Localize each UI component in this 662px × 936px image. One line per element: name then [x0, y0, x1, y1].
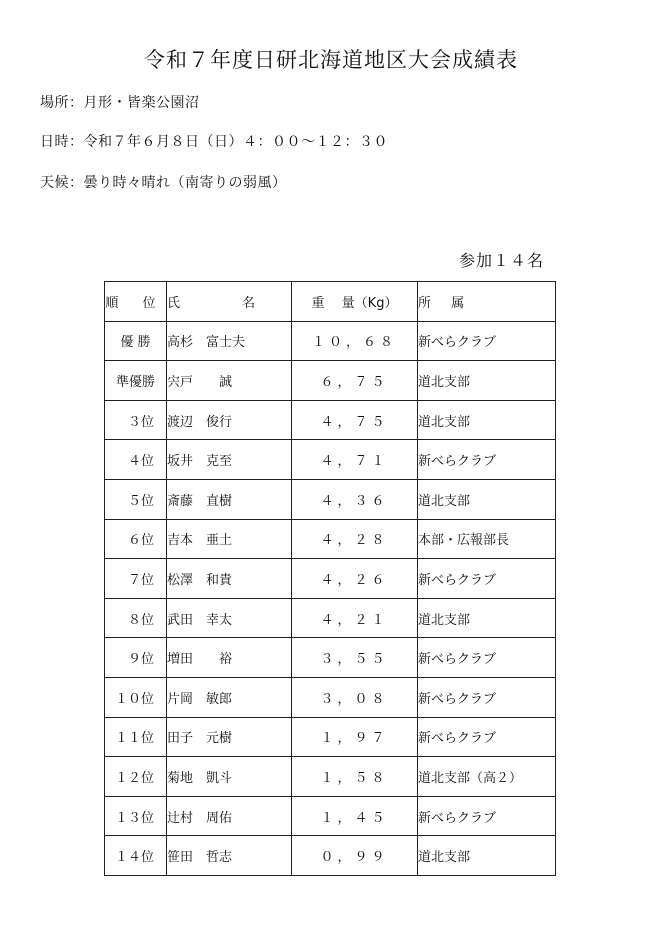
table-row: [105, 559, 556, 599]
weight-cell: １，５８: [292, 757, 418, 797]
club-cell: 新べらクラブ: [418, 717, 556, 757]
weight-cell: ０，９９: [292, 836, 418, 876]
club-cell: 新べらクラブ: [418, 638, 556, 678]
rank-cell: １４位: [105, 836, 167, 876]
table-row: [105, 598, 556, 638]
weight-cell: ４，７５: [292, 400, 418, 440]
table-row: [105, 321, 556, 361]
rank-cell: ３位: [105, 400, 167, 440]
weight-cell: ４，２１: [292, 598, 418, 638]
name-cell: 菊地 凱斗: [167, 757, 292, 797]
weight-cell: ３，０８: [292, 677, 418, 717]
header-name-b: 名: [242, 295, 256, 311]
weight-cell: １０，６８: [292, 321, 418, 361]
rank-cell: ７位: [105, 559, 167, 599]
header-name-a: 氏: [167, 295, 181, 311]
weight-cell: １，９７: [292, 717, 418, 757]
name-cell: 武田 幸太: [167, 598, 292, 638]
rank-cell: ６位: [105, 519, 167, 559]
name-cell: 斎藤 直樹: [167, 479, 292, 519]
club-cell: 新べらクラブ: [418, 559, 556, 599]
rank-cell: １０位: [105, 677, 167, 717]
table-row: [105, 361, 556, 401]
weight-cell: ４，２６: [292, 559, 418, 599]
table-row: [105, 796, 556, 836]
name-cell: 坂井 克至: [167, 440, 292, 480]
rank-cell: ４位: [105, 440, 167, 480]
name-cell: 宍戸 誠: [167, 361, 292, 401]
table-row: [105, 836, 556, 876]
club-cell: 新べらクラブ: [418, 677, 556, 717]
table-row: [105, 440, 556, 480]
club-cell: 道北支部: [418, 400, 556, 440]
club-cell: 新べらクラブ: [418, 440, 556, 480]
header-rank: 順 位: [105, 282, 167, 322]
name-cell: 増田 裕: [167, 638, 292, 678]
header-club: 所 属: [418, 282, 556, 322]
rank-cell: １２位: [105, 757, 167, 797]
rank-cell: 優 勝: [105, 321, 167, 361]
table-row: [105, 479, 556, 519]
rank-cell: 準優勝: [105, 361, 167, 401]
header-weight: 重 量（Kg）: [292, 282, 418, 322]
weight-cell: ３，５５: [292, 638, 418, 678]
datetime-line: 日時：令和７年６月８日（日）４：００～１２：３０: [40, 134, 388, 150]
club-cell: 道北支部: [418, 479, 556, 519]
club-cell: 道北支部: [418, 598, 556, 638]
table-row: [105, 400, 556, 440]
weight-cell: ４，３６: [292, 479, 418, 519]
weight-cell: ４，２８: [292, 519, 418, 559]
club-cell: 道北支部: [418, 836, 556, 876]
table-row: [105, 757, 556, 797]
table-row: [105, 519, 556, 559]
header-row: [105, 282, 556, 322]
table-row: [105, 638, 556, 678]
results-table: [104, 281, 556, 876]
participant-count: 参加１４名: [458, 251, 544, 270]
name-cell: 高杉 富士夫: [167, 321, 292, 361]
page-title: 令和７年度日研北海道地区大会成績表: [144, 48, 518, 72]
rank-cell: ９位: [105, 638, 167, 678]
table-row: [105, 677, 556, 717]
club-cell: 新べらクラブ: [418, 321, 556, 361]
club-cell: 本部・広報部長: [418, 519, 556, 559]
rank-cell: ８位: [105, 598, 167, 638]
name-cell: 片岡 敏郎: [167, 677, 292, 717]
name-cell: 渡辺 俊行: [167, 400, 292, 440]
name-cell: 田子 元樹: [167, 717, 292, 757]
rank-cell: ５位: [105, 479, 167, 519]
weight-cell: ４，７１: [292, 440, 418, 480]
name-cell: 笹田 哲志: [167, 836, 292, 876]
rank-cell: １１位: [105, 717, 167, 757]
club-cell: 新べらクラブ: [418, 796, 556, 836]
weather-line: 天候：曇り時々晴れ（南寄りの弱風）: [40, 175, 287, 191]
name-cell: 辻村 周佑: [167, 796, 292, 836]
weight-cell: ６，７５: [292, 361, 418, 401]
weight-cell: １，４５: [292, 796, 418, 836]
location-line: 場所：月形・皆楽公園沼: [40, 95, 200, 111]
name-cell: 松澤 和貴: [167, 559, 292, 599]
header-name: [167, 282, 292, 322]
rank-cell: １３位: [105, 796, 167, 836]
table-row: [105, 717, 556, 757]
name-cell: 吉本 亜土: [167, 519, 292, 559]
club-cell: 道北支部（高２）: [418, 757, 556, 797]
club-cell: 道北支部: [418, 361, 556, 401]
